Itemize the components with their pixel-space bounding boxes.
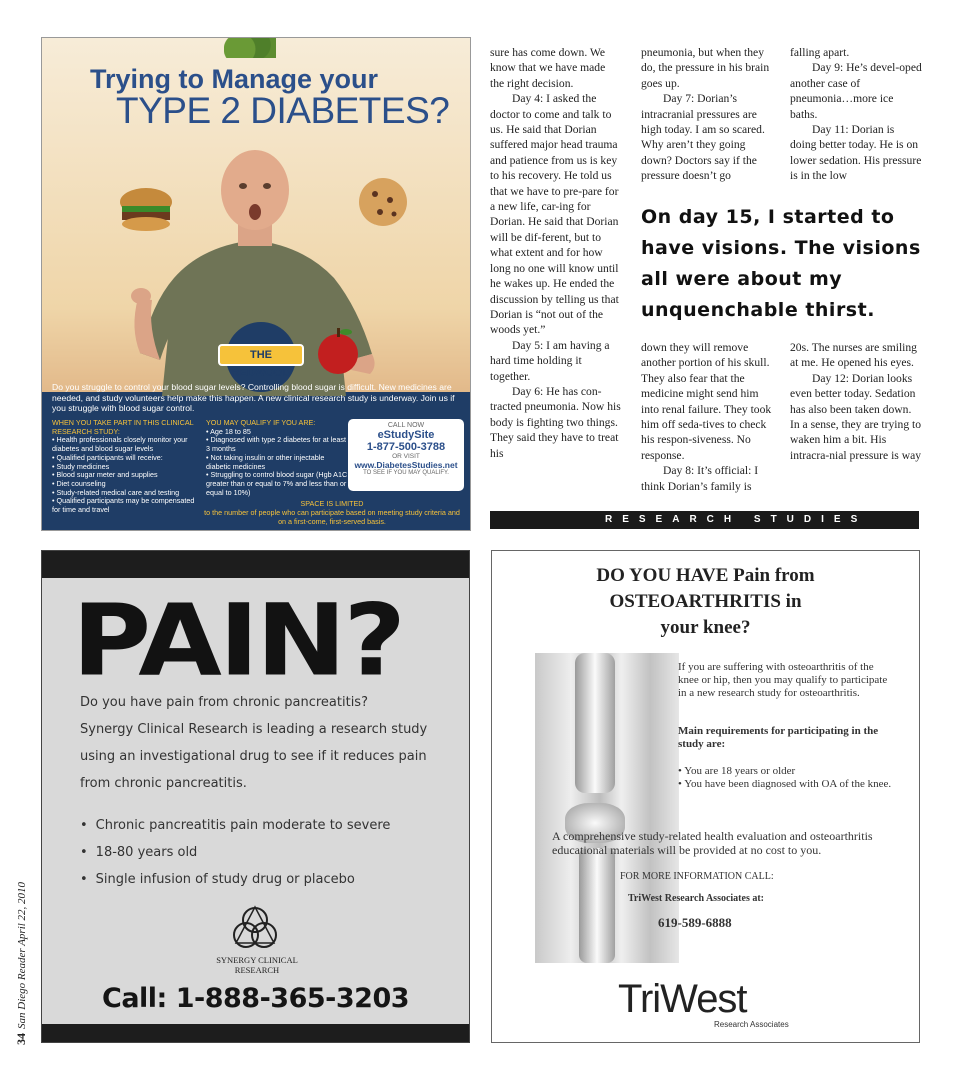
osteo-associates: TriWest Research Associates at:: [628, 893, 764, 904]
synergy-name-line2: RESEARCH: [234, 965, 280, 975]
osteo-comprehensive-note: A comprehensive study-related health evaluation and osteoarthritis educational materials will be provided at no cost to you.: [552, 829, 873, 857]
synergy-name-line1: SYNERGY CLINICAL: [216, 955, 298, 965]
redwood-url[interactable]: www.DiabetesStudies.net: [354, 460, 458, 470]
pain-call-number[interactable]: Call: 1-888-365-3203: [102, 983, 410, 1014]
osteo-title-line3: your knee?: [660, 617, 751, 638]
pain-bullet-list: [80, 812, 390, 893]
osteo-phone[interactable]: 619-589-6888: [658, 915, 732, 930]
qualify-heading: YOU MAY QUALIFY IF YOU ARE:: [206, 418, 316, 427]
tibia-shape: [579, 848, 615, 963]
qualify-note: TO SEE IF YOU MAY QUALIFY.: [363, 470, 449, 476]
osteo-intro: If you are suffering with osteoarthritis of the knee or hip, then you may qualify to participate in a new research study for osteoarthritis.: [678, 661, 888, 699]
pain-body-line: Do you have pain from chronic pancreatitis?: [80, 695, 368, 710]
article-paragraph: Day 7: Dorian’s intracranial pressures are high today. I am so scared. Why aren’t they going down? Doctors say if the pressure doesn’t go: [641, 92, 765, 183]
triwest-logo-subtitle: Research Associates: [714, 1020, 789, 1029]
redwood-benefits: [52, 419, 204, 515]
article-diary: [490, 45, 920, 505]
site-name: eStudySite: [377, 429, 435, 441]
article-paragraph: pneumonia, but when they do, the pressure in his brain goes up.: [641, 46, 770, 90]
pain-body-line: using an investigational drug to see if it reduces pain: [80, 749, 427, 764]
pain-ad-bottom-bar: [42, 1024, 469, 1042]
pull-quote: On day 15, I started to have visions. The visions all were about my unquenchable thirst.: [641, 206, 921, 321]
page-number: 34: [14, 1033, 28, 1045]
pain-ad-top-bar: [42, 551, 469, 578]
badge-name: THE REDWOOD: [231, 349, 291, 379]
or-visit-label: OR VISIT: [392, 453, 420, 460]
article-paragraph: sure has come down. We know that we have made the right decision.: [490, 46, 606, 90]
limit-heading: SPACE IS LIMITED: [300, 499, 364, 508]
pain-bullet: • 18-80 years old: [80, 839, 390, 866]
benefit-item: • Blood sugar meter and supplies: [52, 470, 158, 480]
pain-bullet: • Single infusion of study drug or placebo: [80, 866, 390, 893]
osteo-more-info: FOR MORE INFORMATION CALL:: [620, 871, 774, 882]
article-column-1: [490, 45, 622, 461]
badge-plate: [218, 344, 304, 379]
benefit-item: • Qualified participants may be compensated for time and travel: [52, 496, 195, 515]
osteo-title-line2: OSTEOARTHRITIS in: [609, 591, 802, 612]
article-paragraph: 20s. The nurses are smiling at me. He opened his eyes.: [790, 341, 917, 370]
qualify-item: • Age 18 to 85: [206, 426, 251, 436]
osteoarthritis-ad: [491, 550, 920, 1043]
benefit-item: • Qualified participants will receive:: [52, 452, 163, 462]
osteo-requirement: • You are 18 years or older: [678, 765, 796, 777]
osteo-title: [492, 563, 919, 641]
article-paragraph: Day 9: He’s devel-oped another case of pneumonia…more ice baths.: [790, 61, 922, 121]
osteo-requirement: • You have been diagnosed with OA of the knee.: [678, 778, 892, 790]
benefit-item: • Health professionals closely monitor your diabetes and blood sugar levels: [52, 435, 188, 454]
pain-pancreatitis-ad: [41, 550, 470, 1043]
article-column-3-top: [790, 45, 922, 184]
osteo-requirements-heading: Main requirements for participating in the study are:: [678, 725, 879, 750]
article-paragraph: Day 8: It’s official: I think Dorian’s family is: [641, 464, 759, 493]
call-now-label: CALL NOW: [387, 422, 425, 429]
article-paragraph: Day 12: Dorian looks even better today. Sedation has also been taken down. In a sense, they are trying to waken him a bit. His intracra-nial pressure is way: [790, 371, 922, 462]
broccoli-graphic: [224, 37, 276, 58]
redwood-title-line2: TYPE 2 DIABETES?: [116, 90, 450, 131]
synergy-logo-icon: [226, 903, 284, 953]
redwood-study-badge: [218, 322, 304, 379]
pain-headline: PAIN?: [72, 583, 404, 699]
osteo-requirements-list: [678, 765, 892, 791]
benefit-item: • Study-related medical care and testing: [52, 487, 180, 497]
benefit-item: • Study medicines: [52, 461, 110, 471]
pain-body-line: Synergy Clinical Research is leading a research study: [80, 722, 428, 737]
synergy-name: [172, 955, 342, 975]
redwood-call-box: [348, 419, 464, 491]
osteo-title-line1: DO YOU HAVE Pain from: [596, 565, 815, 586]
redwood-diabetes-ad: [41, 37, 471, 531]
pain-body-text: [80, 689, 460, 797]
research-studies-section-bar: RESEARCH STUDIES: [490, 511, 919, 529]
redwood-intro: Do you struggle to control your blood sugar levels? Controlling blood sugar is difficult. New medicines are needed, and study volunteers help make this happen. A new clinical research study is underway. Join us if you struggle with blood sugar control.: [52, 382, 455, 414]
article-column-2-bottom: [641, 340, 773, 494]
page-margin-text: [14, 882, 29, 1045]
femur-shape: [575, 653, 615, 793]
article-paragraph: falling apart.: [790, 46, 850, 59]
pain-body-line: from chronic pancreatitis.: [80, 776, 247, 791]
article-column-2-top: [641, 45, 773, 184]
pain-bullet: • Chronic pancreatitis pain moderate to severe: [80, 812, 390, 839]
article-paragraph: Day 4: I asked the doctor to come and talk to us. He said that Dorian suffered major head trauma and patience from us is key to his recovery. He told us that we have to pre-pare for a new life, car-ing for Dorian. He said that Dorian will be dif-ferent, but to what extent and for how long no one will know until he wakes up. He ended the discussion by telling us that Dorian is “not out of the woods yet.”: [490, 92, 619, 337]
space-limited-note: [202, 499, 462, 526]
qualify-item: • Diagnosed with type 2 diabetes for at least 3 months: [206, 435, 346, 454]
article-paragraph: Day 11: Dorian is doing better today. He is on lower sedation. His pressure is in the low: [790, 123, 922, 183]
benefit-item: • Diet counseling: [52, 478, 106, 488]
qualify-item: • Struggling to control blood sugar (Hgb A1C greater than or equal to 7% and less than or equal to 10%): [206, 470, 348, 497]
redwood-qualifications: [206, 419, 348, 497]
redwood-title-line1: Trying to Manage your: [90, 64, 379, 94]
publication-line: San Diego Reader April 22, 2010: [16, 881, 28, 1029]
redwood-phone[interactable]: 1-877-500-3788: [366, 441, 446, 453]
limit-body: to the number of people who can participate based on meeting study criteria and on a first-come, first-served basis.: [204, 508, 460, 526]
qualify-item: • Not taking insulin or other injectable diabetic medicines: [206, 452, 325, 471]
article-paragraph: down they will remove another portion of his skull. They also fear that the medicine might send him into renal failure. They took him off seda-tives to check his respon-siveness. No response.: [641, 341, 772, 462]
benefits-heading: WHEN YOU TAKE PART IN THIS CLINICAL RESEARCH STUDY:: [52, 418, 194, 436]
triwest-logo: TriWest: [618, 977, 747, 1021]
article-paragraph: Day 6: He has con-tracted pneumonia. Now his body is fighting two things. They said they have to treat his: [490, 384, 621, 460]
article-paragraph: Day 5: I am having a hard time holding it together.: [490, 338, 610, 383]
article-column-3-bottom: [790, 340, 922, 463]
